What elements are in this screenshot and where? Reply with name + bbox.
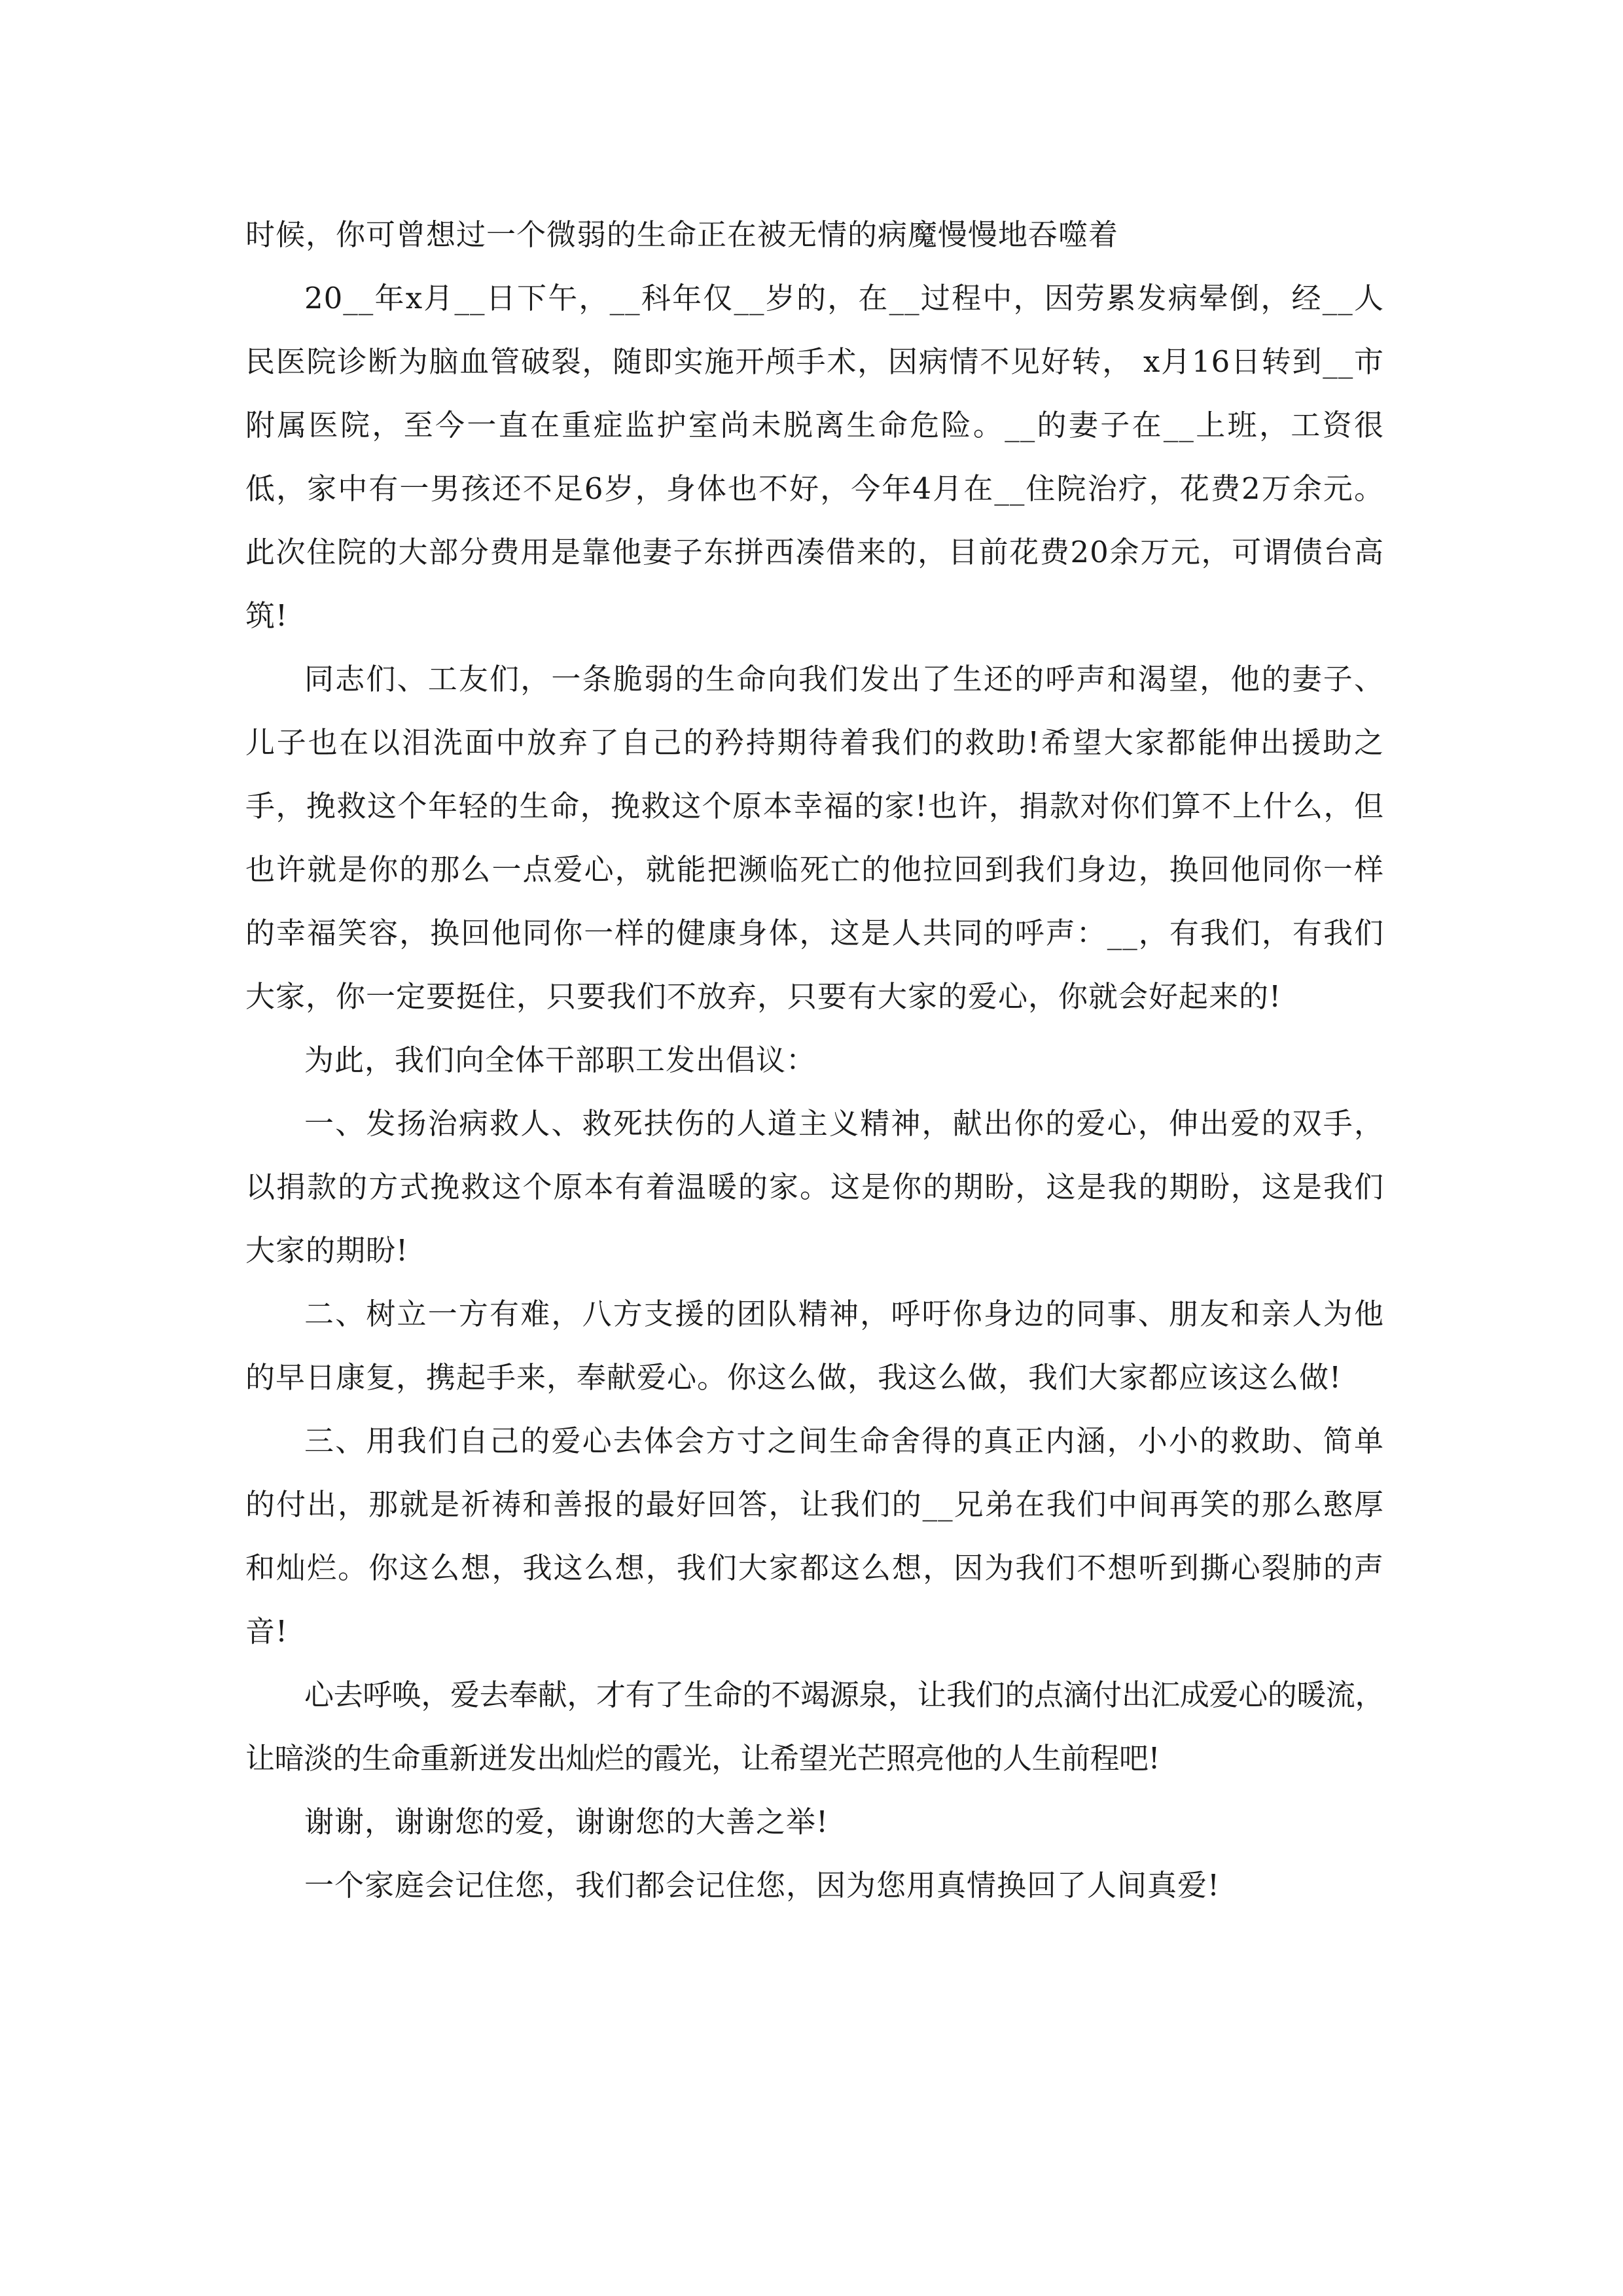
paragraph-thanks: 谢谢，谢谢您的爱，谢谢您的大善之举! xyxy=(304,1804,829,1839)
paragraph-call: 心去呼唤，爱去奉献，才有了生命的不竭源泉，让我们的点滴付出汇成爱心的暖流，让暗淡的生命重新迸发出灿烂的霞光，让希望光芒照亮他的人生前程吧! xyxy=(245,1677,1384,1776)
paragraph-appeal: 同志们、工友们，一条脆弱的生命向我们发出了生还的呼声和渴望，他的妻子、儿子也在以泪洗面中放弃了自己的矜持期待着我们的救助!希望大家都能伸出援助之手，挽救这个年轻的生命，挽救这个原本幸福的家!也许，捐款对你们算不上什么，但也许就是你的那么一点爱心，就能把濒临死亡的他拉回到我们身边，换回他同你一样的幸福笑容，换回他同你一样的健康身体，这是人共同的呼声：__，有我们，有我们大家，你一定要挺住，只要我们不放弃，只要有大家的爱心，你就会好起来的! xyxy=(245,662,1384,1014)
paragraph-proposal-3: 三、用我们自己的爱心去体会方寸之间生命舍得的真正内涵，小小的救助、简单的付出，那就是祈祷和善报的最好回答，让我们的__兄弟在我们中间再笑的那么憨厚和灿烂。你这么想，我这么想，我们大家都这么想，因为我们不想听到撕心裂肺的声音! xyxy=(245,1424,1384,1649)
paragraph-closing: 一个家庭会记住您，我们都会记住您，因为您用真情换回了人间真爱! xyxy=(304,1868,1221,1903)
paragraph-proposal-intro: 为此，我们向全体干部职工发出倡议： xyxy=(304,1043,817,1077)
document-body xyxy=(245,203,1384,1917)
paragraph-continuation: 时候，你可曾想过一个微弱的生命正在被无情的病魔慢慢地吞噬着 xyxy=(245,217,1119,252)
paragraph-incident: 20__年x月__日下午，__科年仅__岁的，在__过程中，因劳累发病晕倒，经__人民医院诊断为脑血管破裂，随即实施开颅手术，因病情不见好转， x月16日转到__市附属医院，至今一直在重症监护室尚未脱离生命危险。__的妻子在__上班，工资很低，家中有一男孩还不足6岁，身体也不好，今年4月在__住院治疗，花费2万余元。此次住院的大部分费用是靠他妻子东拼西凑借来的，目前花费20余万元，可谓债台高筑! xyxy=(245,281,1384,633)
paragraph-proposal-2: 二、树立一方有难，八方支援的团队精神，呼吁你身边的同事、朋友和亲人为他的早日康复，携起手来，奉献爱心。你这么做，我这么做，我们大家都应该这么做! xyxy=(245,1297,1384,1395)
paragraph-proposal-1: 一、发扬治病救人、救死扶伤的人道主义精神，献出你的爱心，伸出爱的双手，以捐款的方式挽救这个原本有着温暖的家。这是你的期盼，这是我的期盼，这是我们大家的期盼! xyxy=(245,1106,1384,1268)
